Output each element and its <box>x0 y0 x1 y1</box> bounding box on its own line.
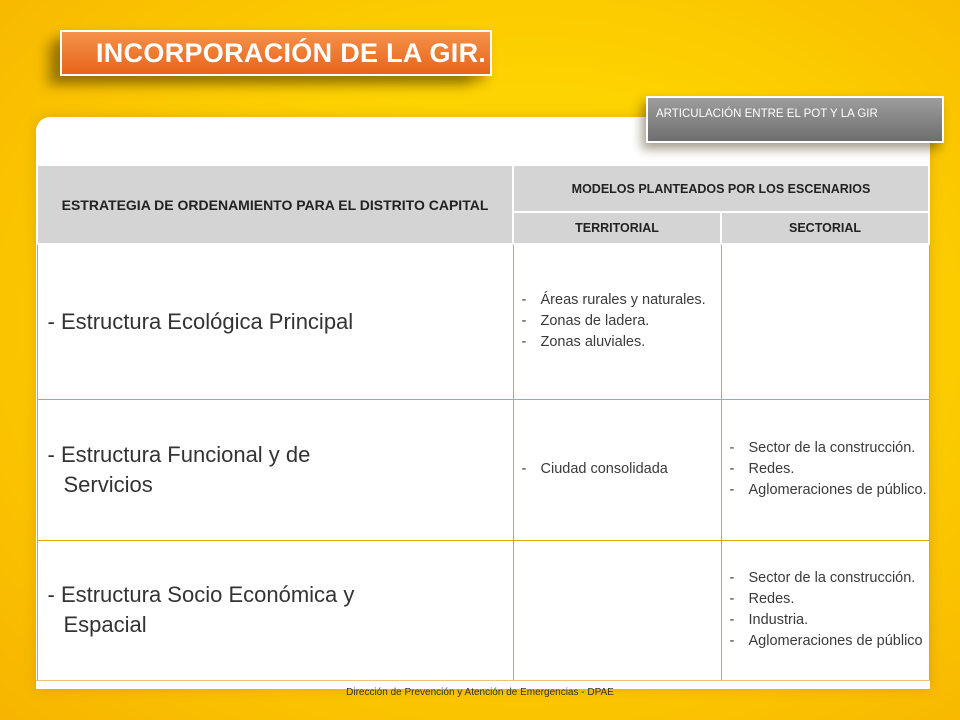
sectorial-cell <box>721 244 929 399</box>
footer-text: Dirección de Prevención y Atención de Emergencias - DPAE <box>346 687 614 698</box>
sectorial-list <box>722 568 929 652</box>
territorial-list <box>514 459 721 480</box>
strategy-table <box>36 164 930 681</box>
table-row <box>37 244 929 399</box>
table-row <box>37 399 929 540</box>
territorial-cell <box>513 244 721 399</box>
structure-cell <box>37 244 513 399</box>
structure-line: Espacial <box>63 612 147 637</box>
title-banner <box>60 30 492 76</box>
list-item: - Zonas de ladera. <box>522 311 721 332</box>
section-badge <box>646 96 944 143</box>
list-item: - Áreas rurales y naturales. <box>522 290 721 311</box>
list-item: - Industria. <box>730 610 929 631</box>
header-models: MODELOS PLANTEADOS POR LOS ESCENARIOS <box>513 165 929 212</box>
header-strategy: ESTRATEGIA DE ORDENAMIENTO PARA EL DISTRITO CAPITAL <box>37 165 513 244</box>
list-item: - Zonas aluviales. <box>522 332 721 353</box>
header-territorial: TERRITORIAL <box>513 212 721 244</box>
structure-line: Servicios <box>63 471 153 497</box>
structure-line: - Estructura Ecológica Principal <box>47 308 354 334</box>
list-item: - Redes. <box>730 589 929 610</box>
list-item: - Redes. <box>730 459 929 480</box>
territorial-cell <box>513 399 721 540</box>
sectorial-cell <box>721 540 929 680</box>
territorial-cell <box>513 540 721 680</box>
structure-line: - Estructura Funcional y de <box>47 441 311 467</box>
sectorial-cell <box>721 399 929 540</box>
strategy-table-container <box>36 164 930 681</box>
structure-line: - Estructura Socio Económica y <box>47 582 355 607</box>
section-badge-label: ARTICULACIÓN ENTRE EL POT Y LA GIR <box>656 108 878 120</box>
page-title: INCORPORACIÓN DE LA GIR. <box>96 37 487 68</box>
footer-divider <box>36 680 930 681</box>
structure-cell <box>37 399 513 540</box>
list-item: - Aglomeraciones de público <box>730 631 929 652</box>
header-sectorial: SECTORIAL <box>721 212 929 244</box>
list-item: - Ciudad consolidada <box>522 459 721 480</box>
table-row <box>37 540 929 680</box>
sectorial-list <box>722 438 929 501</box>
list-item: - Aglomeraciones de público. <box>730 480 929 501</box>
list-item: - Sector de la construcción. <box>730 568 929 589</box>
territorial-list <box>514 290 721 353</box>
structure-cell <box>37 540 513 680</box>
list-item: - Sector de la construcción. <box>730 438 929 459</box>
